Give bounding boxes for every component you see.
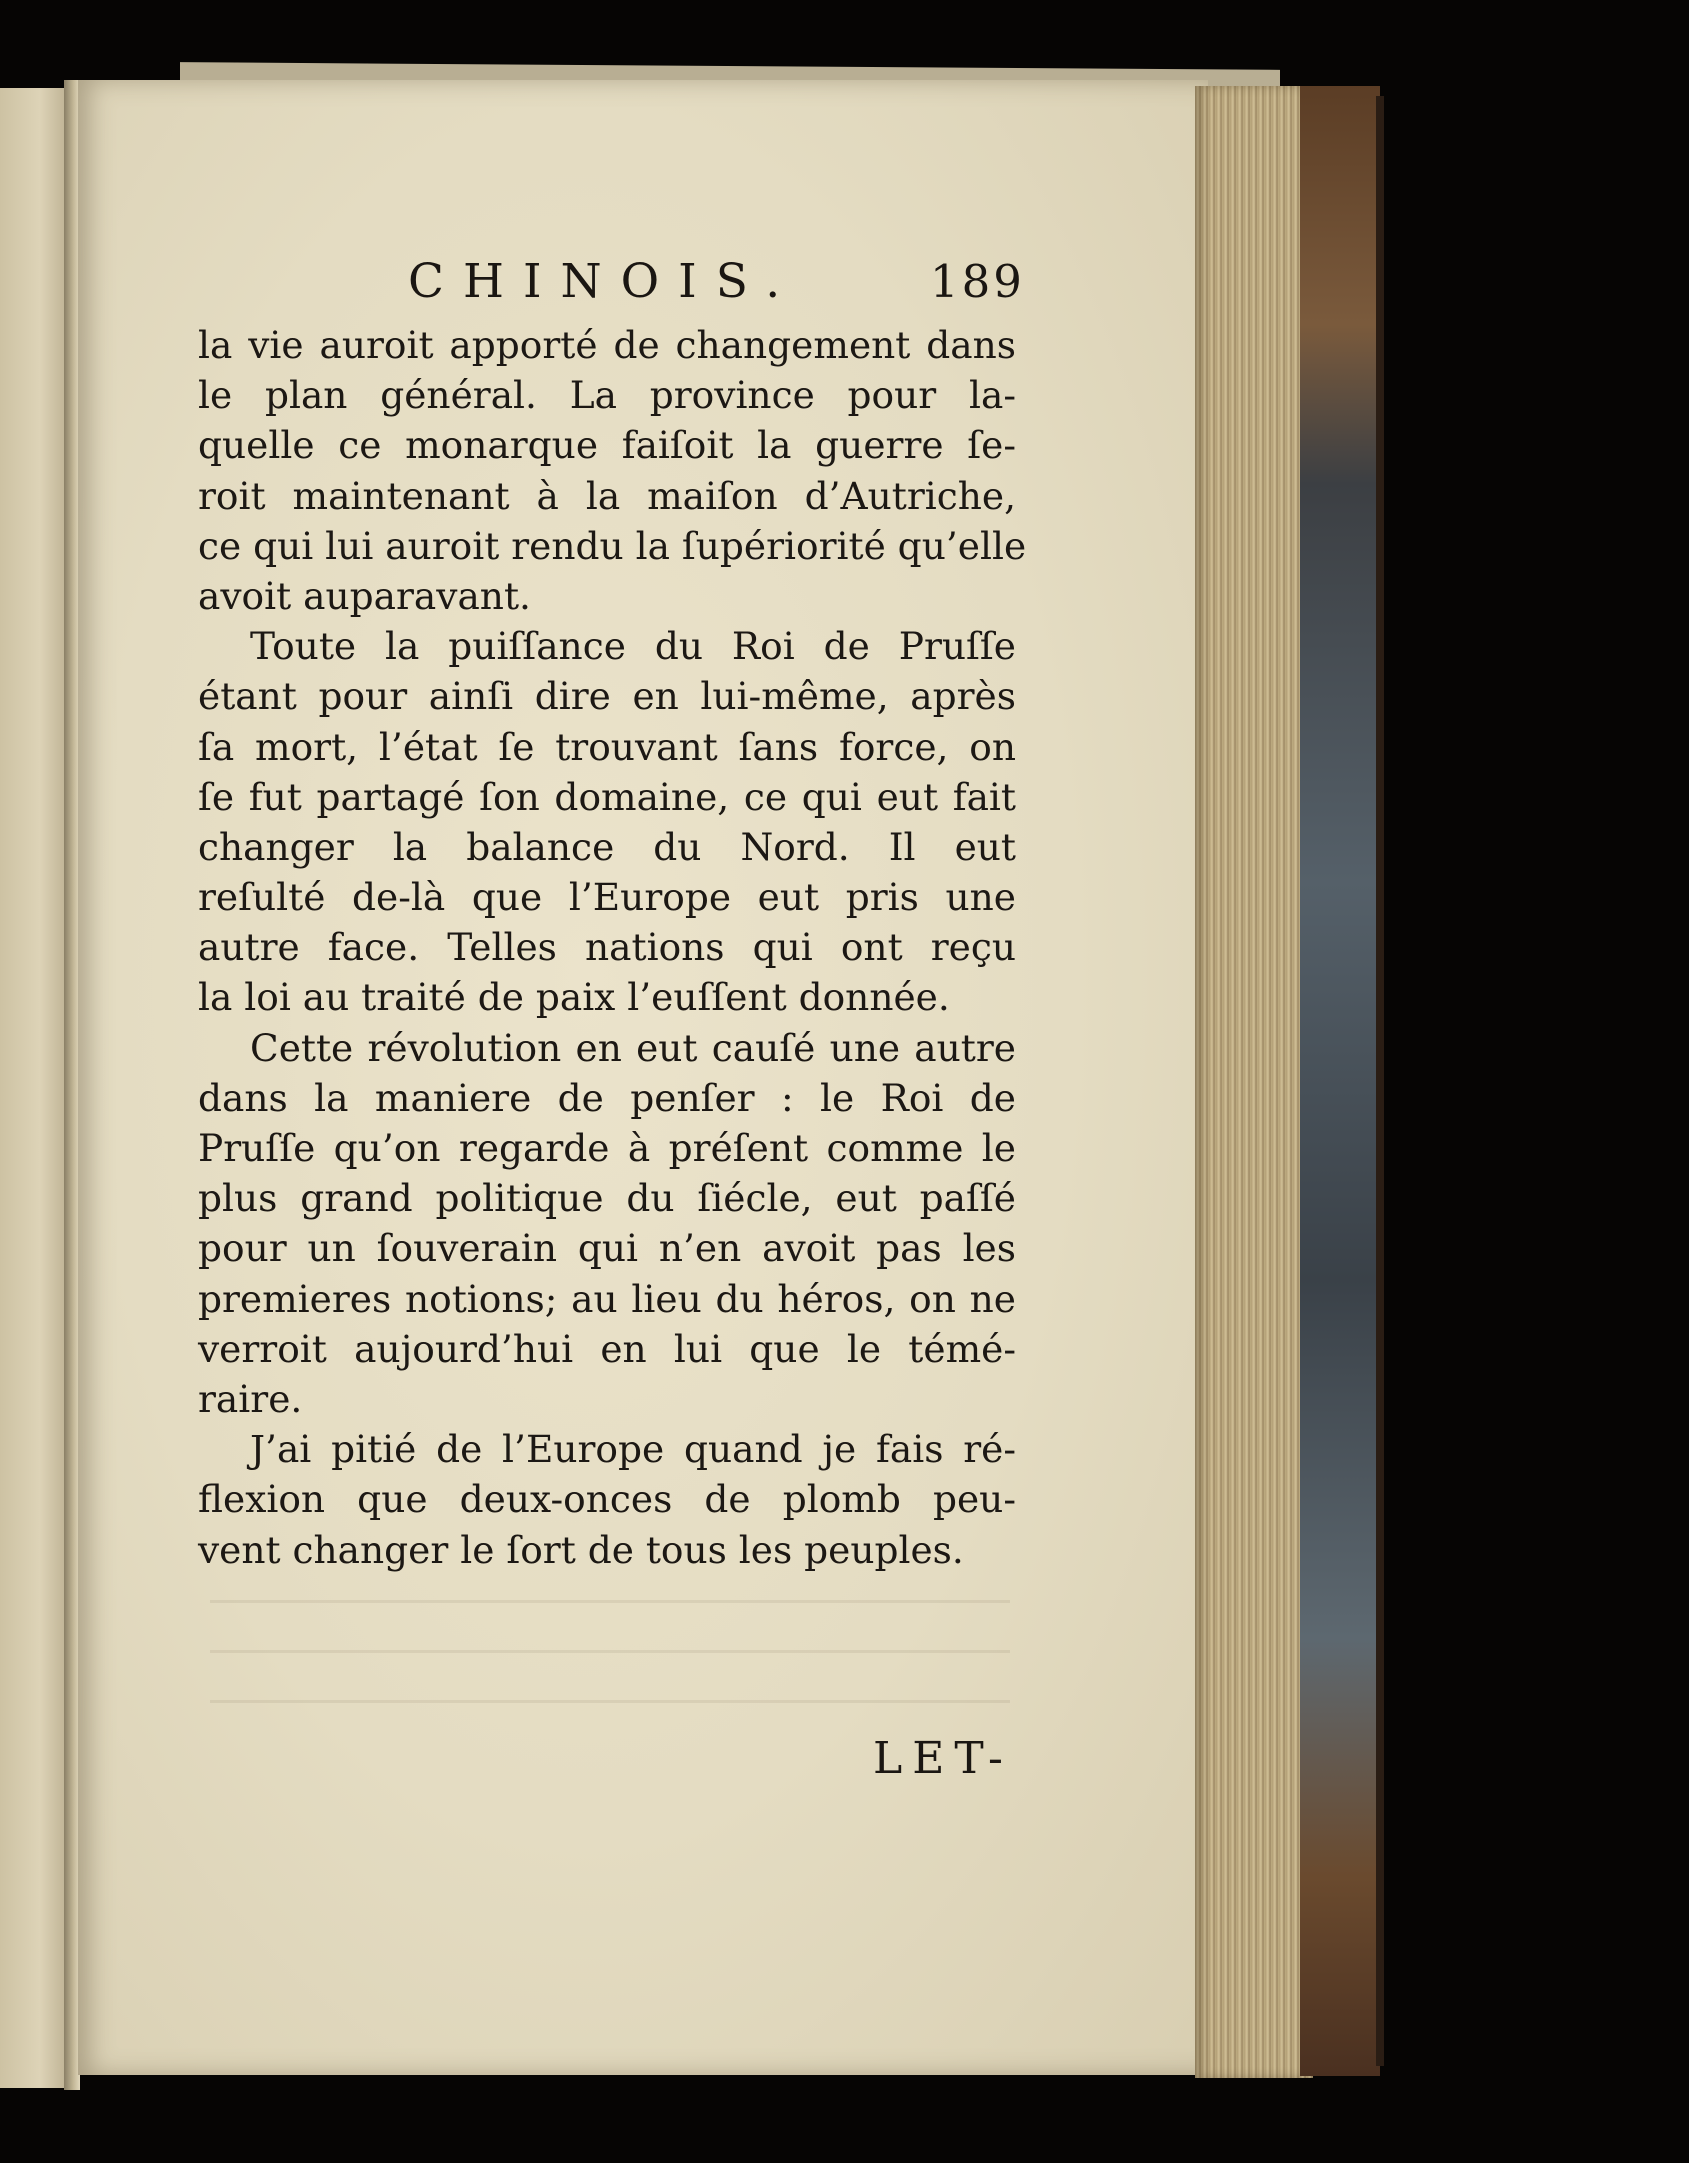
- text-line: étant pour ainſi dire en lui-même, après: [198, 674, 1016, 719]
- text-line: premieres notions; au lieu du héros, on ne: [198, 1276, 1016, 1321]
- leather-binding: [1300, 86, 1380, 2076]
- text-line: J’ai pitié de l’Europe quand je fais ré-: [250, 1427, 1016, 1472]
- page-number: 189: [930, 255, 1025, 308]
- text-line: la loi au traité de paix l’euſſent donnée.: [198, 975, 950, 1020]
- text-line: raire.: [198, 1376, 303, 1421]
- text-line: changer la balance du Nord. Il eut: [198, 824, 1016, 869]
- page-fore-edge: [1195, 86, 1313, 2078]
- text-line: ſa mort, l’état ſe trouvant ſans force, on: [198, 724, 1016, 769]
- text-line: Cette révolution en eut cauſé une autre: [250, 1025, 1016, 1070]
- text-line: dans la maniere de penſer : le Roi de: [198, 1075, 1016, 1120]
- text-line: flexion que deux-onces de plomb peu-: [198, 1477, 1016, 1522]
- text-line: roit maintenant à la maiſon d’Autriche,: [198, 473, 1016, 518]
- text-line: avoit auparavant.: [198, 573, 531, 618]
- show-through-line: [210, 1600, 1010, 1603]
- body-text: [198, 320, 1027, 1575]
- text-line: quelle ce monarque faiſoit la guerre ſe-: [198, 423, 1016, 468]
- catchword: LET-: [873, 1733, 1013, 1784]
- text-line: autre face. Telles nations qui ont reçu: [198, 925, 1016, 970]
- running-head: CHINOIS.: [408, 254, 800, 309]
- binding-edge: [1376, 96, 1384, 2066]
- text-line: pour un ſouverain qui n’en avoit pas les: [198, 1226, 1016, 1271]
- text-line: ce qui lui auroit rendu la ſupériorité qu’elle: [198, 523, 1027, 568]
- text-line: reſulté de-là que l’Europe eut pris une: [198, 875, 1016, 920]
- text-line: la vie auroit apporté de changement dans: [198, 323, 1016, 367]
- text-line: Pruſſe qu’on regarde à préſent comme le: [198, 1126, 1016, 1170]
- text-line: verroit aujourd’hui en lui que le témé-: [198, 1326, 1016, 1371]
- show-through-line: [210, 1650, 1010, 1653]
- text-line: le plan général. La province pour la-: [198, 373, 1016, 418]
- text-line: Toute la puiſſance du Roi de Pruſſe: [250, 624, 1016, 669]
- show-through-line: [210, 1700, 1010, 1703]
- text-line: plus grand politique du ſiécle, eut paſſé: [198, 1176, 1016, 1221]
- text-line: ſe fut partagé ſon domaine, ce qui eut fait: [198, 774, 1016, 819]
- text-line: vent changer le ſort de tous les peuples.: [198, 1527, 964, 1572]
- previous-page-edge: [0, 88, 72, 2088]
